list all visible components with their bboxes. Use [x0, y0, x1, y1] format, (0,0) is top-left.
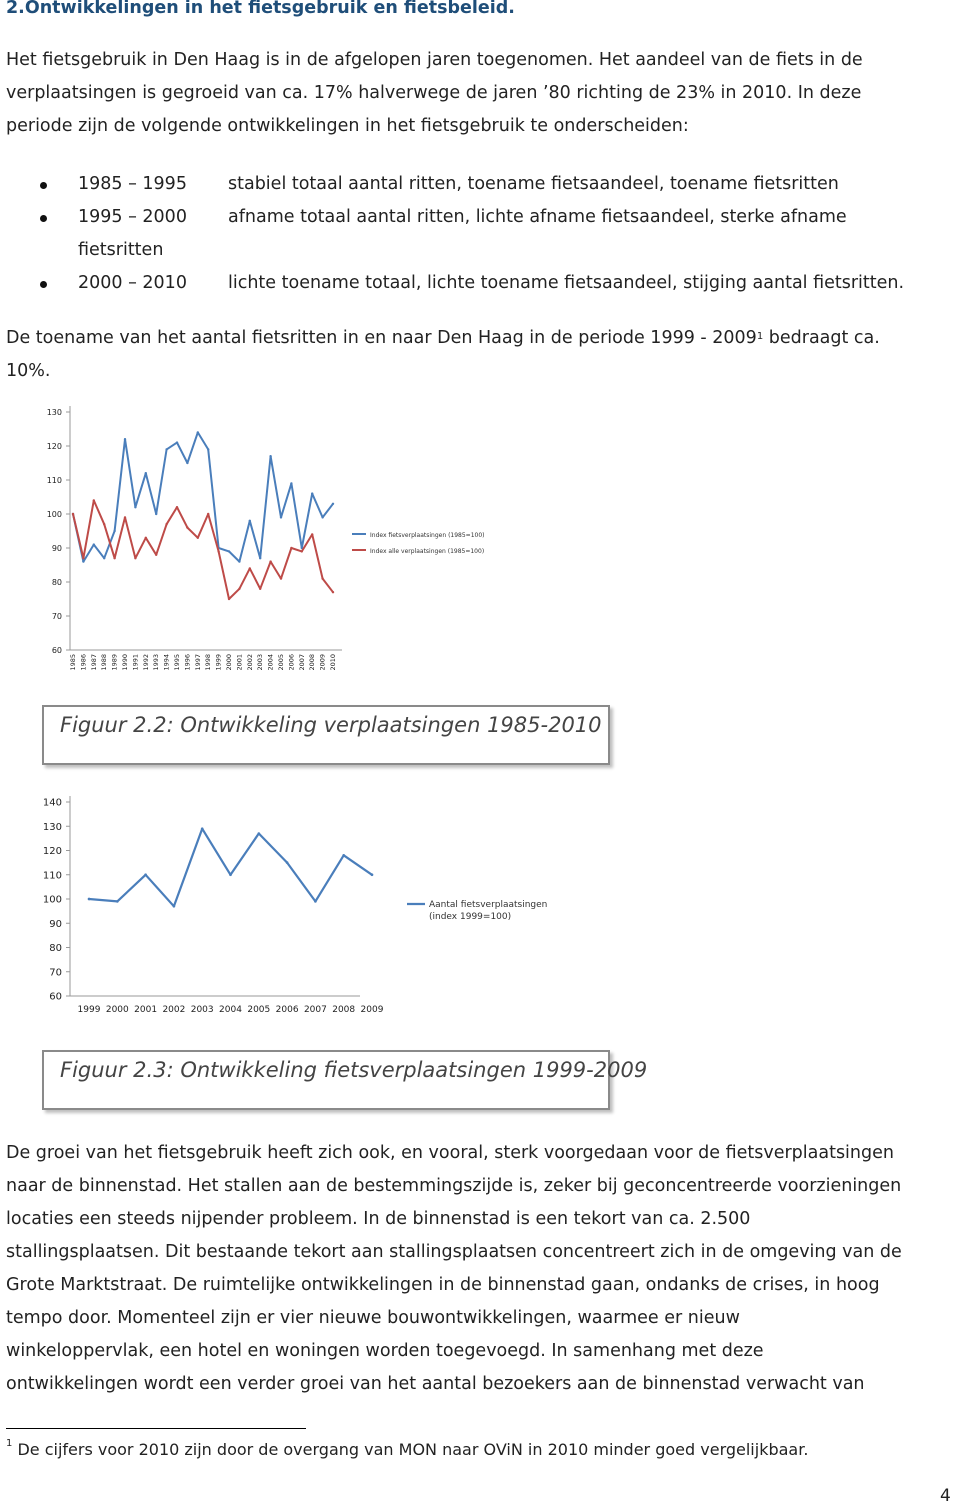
intro-line: periode zijn de volgende ontwikkelingen in het fietsgebruik te onderscheiden: — [6, 116, 689, 136]
data-point — [145, 472, 147, 474]
x-tick-label: 2005 — [277, 654, 285, 671]
x-tick-label: 2002 — [245, 654, 254, 671]
x-tick-label: 2007 — [303, 1005, 327, 1015]
data-point — [280, 577, 282, 579]
x-tick-label: 2010 — [329, 654, 337, 671]
x-tick-label: 2002 — [162, 1005, 186, 1015]
intro-line: Het fietsgebruik in Den Haag is in de afgelopen jaren toegenomen. Het aandeel van de fiets in de — [6, 50, 863, 70]
data-point — [144, 873, 147, 876]
data-point — [93, 543, 95, 545]
y-tick-label: 60 — [49, 991, 62, 1003]
closing-line: ontwikkelingen wordt een verder groei van het aantal bezoekers aan de binnenstad verwacht van — [6, 1374, 865, 1394]
data-point — [321, 577, 323, 579]
growth-text: De toename van het aantal fietsritten in en naar Den Haag in de periode 1999 - 2009 — [6, 328, 757, 348]
x-tick-label: 2008 — [332, 1005, 356, 1015]
data-point — [217, 550, 219, 552]
growth-text-end: bedraagt ca. — [763, 328, 880, 348]
x-tick-label: 2003 — [256, 654, 265, 671]
chart-verplaatsingen-1985-2010 — [30, 400, 550, 685]
data-point — [93, 499, 95, 501]
y-tick-label: 120 — [42, 846, 62, 857]
footnote — [6, 1440, 808, 1459]
x-tick-label: 2001 — [235, 654, 244, 671]
data-point — [124, 516, 126, 518]
data-point — [186, 526, 188, 528]
data-point — [259, 557, 261, 559]
x-tick-label: 1997 — [193, 654, 202, 671]
legend-label: Aantal fietsverplaatsingen — [429, 900, 548, 910]
legend-label: (index 1999=100) — [429, 912, 512, 922]
data-point — [113, 557, 115, 559]
data-point — [286, 861, 289, 864]
data-point — [134, 506, 136, 508]
closing-line: Grote Marktstraat. De ruimtelijke ontwikkelingen in de binnenstad gaan, ondanks de crises, in hoog — [6, 1275, 880, 1295]
y-tick-label: 120 — [46, 441, 62, 451]
closing-line: naar de binnenstad. Het stallen aan de bestemmingszijde is, zeker bij geconcentreerde voorzieningen — [6, 1176, 902, 1196]
data-point — [238, 588, 240, 590]
bullet-continuation — [40, 234, 950, 267]
data-point — [197, 537, 199, 539]
x-tick-label: 1999 — [214, 654, 223, 671]
bullet-description-continued: fietsritten — [78, 240, 164, 260]
data-point — [259, 588, 261, 590]
x-tick-label: 1985 — [69, 654, 77, 671]
x-tick-label: 2004 — [219, 1005, 242, 1015]
page-number: 4 — [940, 1486, 951, 1506]
data-point — [311, 533, 313, 535]
figure-caption-box — [42, 1050, 648, 1110]
closing-paragraph — [6, 1137, 956, 1401]
data-point — [82, 557, 84, 559]
x-tick-label: 1993 — [152, 654, 161, 671]
y-tick-label: 80 — [51, 577, 62, 587]
data-point — [229, 873, 232, 876]
figure-caption-2-3: Figuur 2.3: Ontwikkeling fietsverplaatsingen 1999-2009 — [60, 1058, 648, 1082]
data-point — [82, 560, 84, 562]
x-tick-label: 2005 — [247, 1005, 271, 1015]
data-point — [88, 898, 91, 901]
growth-paragraph — [6, 322, 956, 388]
footnote-separator — [6, 1428, 306, 1429]
data-point — [342, 854, 345, 857]
legend-label: Index alle verplaatsingen (1985=100) — [370, 548, 485, 555]
data-point — [207, 448, 209, 450]
intro-paragraph — [6, 44, 956, 143]
data-point — [290, 547, 292, 549]
footnote-mark: 1 — [6, 1438, 13, 1449]
data-point — [72, 513, 74, 515]
data-point — [371, 873, 374, 876]
bullet-period: 1995 – 2000 — [78, 207, 187, 227]
bullet-period: 2000 – 2010 — [78, 273, 187, 293]
legend-label: Index fietsverplaatsingen (1985=100) — [370, 532, 485, 539]
data-point — [290, 482, 292, 484]
y-tick-label: 60 — [51, 645, 62, 655]
x-tick-label: 2006 — [287, 654, 296, 671]
bullet-period: 1985 – 1995 — [78, 174, 187, 194]
data-point — [201, 827, 204, 830]
x-tick-label: 1995 — [173, 654, 181, 671]
bullet-description: stabiel totaal aantal ritten, toename fietsaandeel, toename fietsritten — [228, 174, 839, 194]
data-point — [301, 550, 303, 552]
bullet-item — [40, 201, 950, 234]
bullet-description: lichte toename totaal, lichte toename fietsaandeel, stijging aantal fietsritten. — [228, 273, 905, 293]
data-point — [228, 550, 230, 552]
data-point — [116, 900, 119, 903]
data-point — [197, 431, 199, 433]
data-point — [238, 560, 240, 562]
bullet-description: afname totaal aantal ritten, lichte afname fietsaandeel, sterke afname — [228, 207, 847, 227]
data-point — [228, 598, 230, 600]
data-point — [145, 537, 147, 539]
y-tick-label: 130 — [46, 407, 62, 417]
bullet-item — [40, 168, 950, 201]
data-point — [321, 516, 323, 518]
x-tick-label: 2006 — [275, 1005, 299, 1015]
x-tick-label: 1994 — [162, 654, 171, 671]
growth-line: 10%. — [6, 361, 51, 381]
data-point — [165, 448, 167, 450]
x-tick-label: 1999 — [77, 1005, 101, 1015]
data-point — [311, 492, 313, 494]
data-point — [103, 557, 105, 559]
y-tick-label: 140 — [42, 797, 62, 809]
x-tick-label: 1989 — [110, 654, 119, 671]
x-tick-label: 2000 — [105, 1005, 129, 1015]
figure-caption-box — [42, 705, 610, 765]
x-tick-label: 2008 — [308, 654, 317, 671]
closing-line: stallingsplaatsen. Dit bestaande tekort aan stallingsplaatsen concentreert zich in de omgeving van de — [6, 1242, 902, 1262]
x-tick-label: 2007 — [297, 654, 306, 671]
data-point — [155, 554, 157, 556]
closing-line: winkeloppervlak, een hotel en woningen worden toegevoegd. In samenhang met deze — [6, 1341, 764, 1361]
footnote-reference: 1 — [756, 331, 764, 342]
x-tick-label: 2009 — [360, 1005, 384, 1015]
closing-line: tempo door. Momenteel zijn er vier nieuwe bouwontwikkelingen, waarmee er nieuw — [6, 1308, 740, 1328]
y-tick-label: 90 — [49, 918, 62, 930]
data-point — [249, 567, 251, 569]
period-bullet-list — [40, 168, 950, 300]
x-tick-label: 2001 — [134, 1005, 158, 1015]
y-tick-label: 100 — [42, 894, 62, 906]
x-tick-label: 1992 — [141, 654, 150, 671]
x-tick-label: 2004 — [266, 654, 275, 671]
figure-caption-2-2: Figuur 2.2: Ontwikkeling verplaatsingen 1985-2010 — [60, 713, 602, 737]
data-point — [332, 503, 334, 505]
data-point — [332, 591, 334, 593]
y-tick-label: 80 — [49, 943, 62, 954]
x-tick-label: 1998 — [204, 654, 213, 671]
bullet-icon — [40, 281, 47, 288]
bullet-icon — [40, 215, 47, 222]
series-line — [89, 829, 372, 907]
chart-fietsverplaatsingen-1999-2009 — [30, 788, 590, 1028]
bullet-icon — [40, 182, 47, 189]
y-tick-label: 100 — [46, 509, 62, 519]
y-tick-label: 90 — [51, 543, 62, 553]
data-point — [173, 905, 176, 908]
y-tick-label: 70 — [51, 611, 62, 621]
data-point — [207, 513, 209, 515]
y-tick-label: 70 — [49, 967, 62, 979]
y-tick-label: 110 — [46, 475, 62, 485]
x-tick-label: 2000 — [225, 654, 233, 671]
data-point — [280, 516, 282, 518]
data-point — [176, 506, 178, 508]
x-tick-label: 1988 — [100, 654, 109, 671]
x-tick-label: 1986 — [79, 654, 88, 671]
x-tick-label: 1990 — [121, 654, 129, 671]
growth-line — [6, 322, 956, 355]
data-point — [249, 520, 251, 522]
y-tick-label: 130 — [42, 821, 62, 833]
data-point — [257, 832, 260, 835]
data-point — [269, 455, 271, 457]
data-point — [269, 560, 271, 562]
footnote-text: De cijfers voor 2010 zijn door de overgang van MON naar OViN in 2010 minder goed vergelijkbaar. — [12, 1440, 809, 1459]
data-point — [155, 513, 157, 515]
x-tick-label: 1991 — [131, 654, 140, 671]
closing-line: De groei van het fietsgebruik heeft zich ook, en vooral, sterk voorgedaan voor de fietsverplaatsingen — [6, 1143, 894, 1163]
data-point — [134, 557, 136, 559]
bullet-item — [40, 267, 950, 300]
data-point — [176, 441, 178, 443]
y-tick-label: 110 — [42, 870, 62, 882]
data-point — [314, 900, 317, 903]
data-point — [165, 523, 167, 525]
data-point — [186, 462, 188, 464]
x-tick-label: 1987 — [89, 654, 98, 671]
data-point — [113, 530, 115, 532]
series-line — [73, 500, 333, 599]
data-point — [124, 438, 126, 440]
closing-line: locaties een steeds nijpender probleem. In de binnenstad is een tekort van ca. 2.500 — [6, 1209, 751, 1229]
section-heading: 2.Ontwikkelingen in het fietsgebruik en fietsbeleid. — [6, 0, 515, 18]
series-line — [73, 432, 333, 561]
intro-line: verplaatsingen is gegroeid van ca. 17% halverwege de jaren ’80 richting de 23% in 2010. In deze — [6, 83, 862, 103]
data-point — [103, 523, 105, 525]
x-tick-label: 2009 — [318, 654, 327, 671]
x-tick-label: 1996 — [183, 654, 192, 671]
x-tick-label: 2003 — [190, 1005, 214, 1015]
